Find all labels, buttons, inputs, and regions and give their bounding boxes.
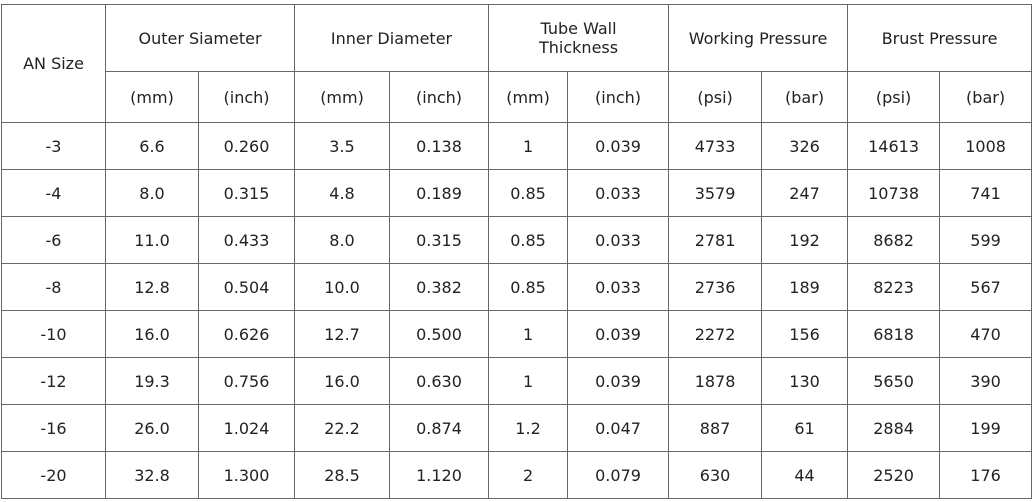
cell-outer-mm: 32.8 [106,452,199,499]
cell-working-bar: 44 [762,452,848,499]
unit-cell: (bar) [940,72,1032,123]
table-row [2,123,1032,170]
cell-working-bar: 156 [762,311,848,358]
cell-outer-mm: 26.0 [106,405,199,452]
table-row [2,405,1032,452]
cell-working-psi: 2781 [669,217,762,264]
an-size-spec-table [1,4,1032,499]
cell-burst-bar: 599 [940,217,1032,264]
cell-inner-mm: 4.8 [295,170,390,217]
cell-burst-bar: 1008 [940,123,1032,170]
cell-outer-inch: 1.300 [199,452,295,499]
cell-wall-inch: 0.039 [568,123,669,170]
cell-outer-mm: 8.0 [106,170,199,217]
unit-cell: (mm) [295,72,390,123]
header-an-size: AN Size [2,5,106,123]
cell-burst-bar: 470 [940,311,1032,358]
cell-burst-psi: 6818 [848,311,940,358]
cell-an-size: -6 [2,217,106,264]
cell-burst-psi: 5650 [848,358,940,405]
cell-outer-mm: 16.0 [106,311,199,358]
header-burst-pressure: Brust Pressure [848,5,1032,72]
cell-inner-mm: 10.0 [295,264,390,311]
cell-inner-inch: 0.382 [390,264,489,311]
unit-cell: (inch) [390,72,489,123]
cell-outer-mm: 6.6 [106,123,199,170]
cell-inner-mm: 8.0 [295,217,390,264]
cell-burst-bar: 176 [940,452,1032,499]
cell-wall-mm: 1.2 [489,405,568,452]
table-row [2,170,1032,217]
cell-working-psi: 1878 [669,358,762,405]
cell-wall-mm: 1 [489,311,568,358]
cell-outer-inch: 0.626 [199,311,295,358]
unit-cell: (mm) [489,72,568,123]
unit-cell: (bar) [762,72,848,123]
cell-inner-inch: 0.874 [390,405,489,452]
cell-an-size: -4 [2,170,106,217]
cell-inner-mm: 3.5 [295,123,390,170]
cell-burst-psi: 8223 [848,264,940,311]
cell-an-size: -20 [2,452,106,499]
unit-cell: (psi) [669,72,762,123]
unit-cell: (mm) [106,72,199,123]
cell-inner-mm: 12.7 [295,311,390,358]
cell-inner-inch: 0.630 [390,358,489,405]
cell-wall-mm: 0.85 [489,217,568,264]
cell-burst-psi: 8682 [848,217,940,264]
cell-wall-inch: 0.079 [568,452,669,499]
cell-outer-inch: 0.504 [199,264,295,311]
cell-an-size: -8 [2,264,106,311]
cell-inner-mm: 16.0 [295,358,390,405]
header-outer-diameter: Outer Siameter [106,5,295,72]
cell-working-bar: 130 [762,358,848,405]
cell-working-psi: 2736 [669,264,762,311]
cell-inner-inch: 1.120 [390,452,489,499]
cell-wall-inch: 0.033 [568,170,669,217]
unit-cell: (inch) [199,72,295,123]
cell-working-bar: 326 [762,123,848,170]
unit-cell: (inch) [568,72,669,123]
header-inner-diameter: Inner Diameter [295,5,489,72]
cell-outer-inch: 0.315 [199,170,295,217]
cell-wall-mm: 1 [489,123,568,170]
cell-outer-mm: 12.8 [106,264,199,311]
cell-an-size: -16 [2,405,106,452]
cell-wall-inch: 0.047 [568,405,669,452]
cell-inner-inch: 0.500 [390,311,489,358]
cell-an-size: -12 [2,358,106,405]
cell-burst-bar: 390 [940,358,1032,405]
header-tube-wall-line1: Tube Wall [540,19,617,38]
cell-inner-inch: 0.189 [390,170,489,217]
header-row-units [2,72,1032,123]
table-row [2,452,1032,499]
cell-burst-bar: 199 [940,405,1032,452]
table-row [2,217,1032,264]
cell-burst-psi: 2520 [848,452,940,499]
cell-burst-psi: 2884 [848,405,940,452]
cell-outer-mm: 19.3 [106,358,199,405]
cell-inner-inch: 0.315 [390,217,489,264]
cell-wall-mm: 1 [489,358,568,405]
cell-wall-mm: 0.85 [489,170,568,217]
table-row [2,264,1032,311]
cell-working-psi: 887 [669,405,762,452]
cell-working-psi: 4733 [669,123,762,170]
cell-wall-mm: 2 [489,452,568,499]
cell-outer-inch: 0.433 [199,217,295,264]
cell-burst-bar: 567 [940,264,1032,311]
cell-outer-inch: 1.024 [199,405,295,452]
cell-an-size: -10 [2,311,106,358]
cell-burst-bar: 741 [940,170,1032,217]
cell-inner-mm: 22.2 [295,405,390,452]
cell-outer-inch: 0.260 [199,123,295,170]
cell-wall-inch: 0.033 [568,217,669,264]
cell-working-bar: 61 [762,405,848,452]
cell-inner-inch: 0.138 [390,123,489,170]
cell-working-bar: 192 [762,217,848,264]
table-row [2,358,1032,405]
table-body [2,5,1032,499]
cell-working-bar: 189 [762,264,848,311]
header-working-pressure: Working Pressure [669,5,848,72]
cell-working-psi: 630 [669,452,762,499]
cell-wall-inch: 0.039 [568,358,669,405]
cell-an-size: -3 [2,123,106,170]
cell-working-psi: 3579 [669,170,762,217]
header-tube-wall-thickness [489,5,669,72]
header-row-groups [2,5,1032,72]
cell-burst-psi: 14613 [848,123,940,170]
cell-wall-mm: 0.85 [489,264,568,311]
cell-working-bar: 247 [762,170,848,217]
header-tube-wall-line2: Thickness [539,38,619,57]
cell-inner-mm: 28.5 [295,452,390,499]
table-row [2,311,1032,358]
cell-outer-inch: 0.756 [199,358,295,405]
unit-cell: (psi) [848,72,940,123]
cell-wall-inch: 0.033 [568,264,669,311]
cell-outer-mm: 11.0 [106,217,199,264]
cell-working-psi: 2272 [669,311,762,358]
cell-wall-inch: 0.039 [568,311,669,358]
cell-burst-psi: 10738 [848,170,940,217]
